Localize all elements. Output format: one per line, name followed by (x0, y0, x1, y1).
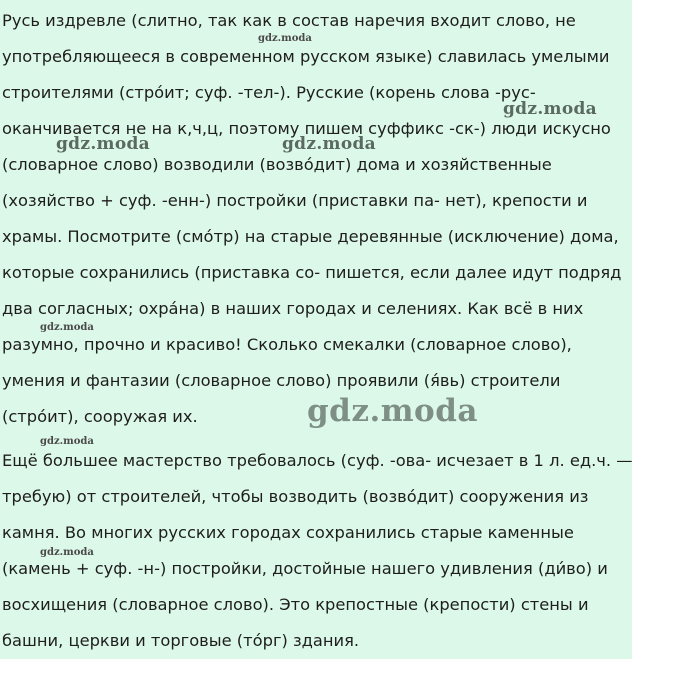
text-line: (стро́ит), сооружая их. (2, 407, 198, 426)
text-line: башни, церкви и торговые (то́рг) здания. (2, 631, 360, 650)
watermark-large: gdz.moda (307, 393, 478, 429)
text-line: строителями (стро́ит; суф. -тел-). Русские (корень слова -рус- (2, 83, 536, 102)
text-line: восхищения (словарное слово). Это крепостные (крепости) стены и (2, 595, 589, 614)
text-line: употребляющееся в современном русском языке) славилась умелыми (2, 47, 610, 66)
text-line: храмы. Посмотрите (смо́тр) на старые деревянные (исключение) дома, (2, 227, 619, 246)
watermark-small: gdz.moda (40, 436, 94, 447)
watermark-small: gdz.moda (40, 547, 94, 558)
text-line: (камень + суф. -н-) постройки, достойные нашего удивления (ди́во) и (2, 559, 608, 578)
watermark-small: gdz.moda (258, 33, 312, 44)
text-line: разумно, прочно и красиво! Сколько смекалки (словарное слово), (2, 335, 572, 354)
text-line: которые сохранились (приставка со- пишется, если далее идут подряд (2, 263, 622, 282)
text-line: требую) от строителей, чтобы возводить (возво́дит) сооружения из (2, 487, 589, 506)
text-line: Ещё большее мастерство требовалось (суф. -ова- исчезает в 1 л. ед.ч. — (2, 451, 633, 470)
text-line: оканчивается не на к,ч,ц, поэтому пишем суффикс -ск-) люди искусно (2, 119, 611, 138)
text-line: Русь издревле (слитно, так как в состав наречия входит слово, не (2, 11, 576, 30)
text-line: умения и фантазии (словарное слово) проявили (я́вь) строители (2, 371, 561, 390)
text-line: два согласных; охра́на) в наших городах и селениях. Как всё в них (2, 299, 584, 318)
text-line: камня. Во многих русских городах сохранились старые каменные (2, 523, 574, 542)
watermark-medium: gdz.moda (282, 134, 376, 154)
watermark-medium: gdz.moda (503, 99, 597, 119)
text-line: (хозяйство + суф. -енн-) постройки (приставки па- нет), крепости и (2, 191, 588, 210)
watermark-medium: gdz.moda (56, 134, 150, 154)
watermark-small: gdz.moda (40, 322, 94, 333)
text-line: (словарное слово) возводили (возво́дит) дома и хозяйственные (2, 155, 552, 174)
